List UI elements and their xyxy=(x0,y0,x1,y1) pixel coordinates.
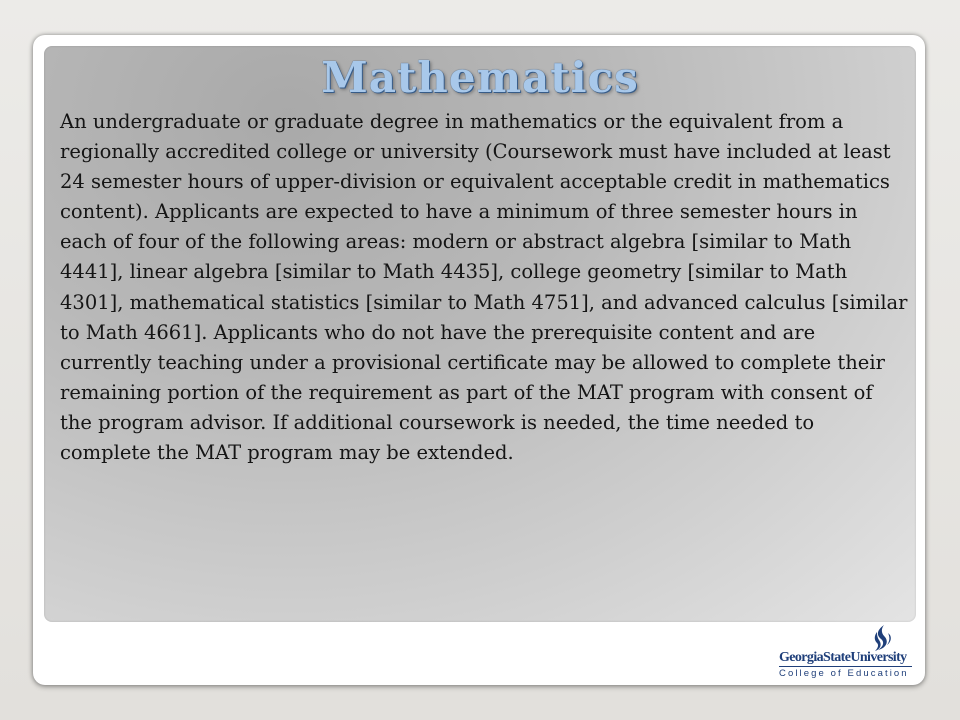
university-logo xyxy=(776,622,916,684)
body-text: An undergraduate or graduate degree in mathematics or the equivalent from a regionally accredited college or university (Coursework must have included at least 24 semester hours of upper-division or equivalent acceptable credit in mathematics content). Applicants are expected to have a minimum of three semester hours in each of four of the following areas: modern or abstract algebra [similar to Math 4441], linear algebra [similar to Math 4435], college geometry [similar to Math 4301], mathematical statistics [similar to Math 4751], and advanced calculus [similar to Math 4661]. Applicants who do not have the prerequisite content and are currently teaching under a provisional certificate may be allowed to complete their remaining portion of the requirement as part of the MAT program with consent of the program advisor. If additional coursework is needed, the time needed to complete the MAT program may be extended. xyxy=(60,110,908,465)
slide-title: Mathematics xyxy=(321,53,639,102)
logo-university-name: GeorgiaStateUniversity xyxy=(779,650,907,665)
logo-divider xyxy=(779,666,912,667)
logo-college-name: College of Education xyxy=(779,668,909,679)
